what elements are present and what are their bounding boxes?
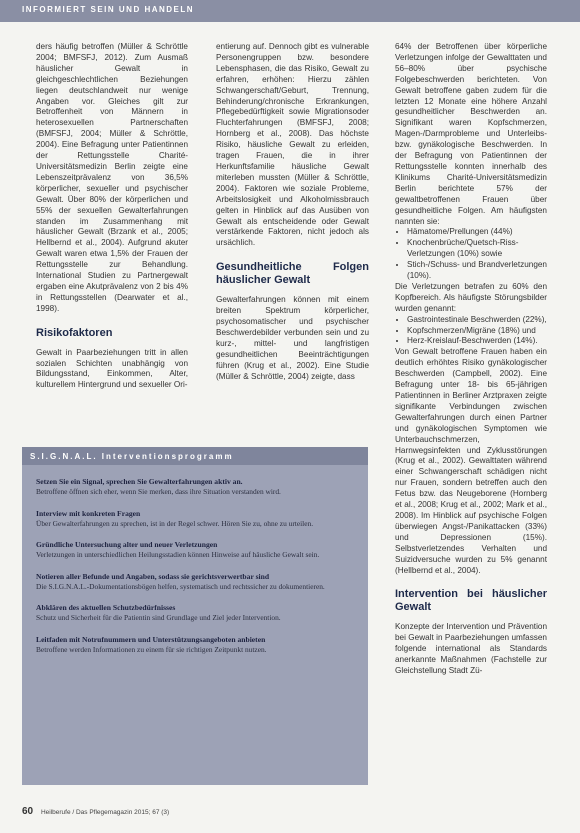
text-column-1 xyxy=(36,42,188,391)
signal-item-title: Interview mit konkreten Fragen xyxy=(36,508,141,518)
signal-items xyxy=(36,476,361,665)
signal-item-title: Abklären des aktuellen Schutzbedürfnisses xyxy=(36,603,176,612)
signal-item-desc: Schutz und Sicherheit für die Patientin sind Grundlage und Ziel jeder Intervention. xyxy=(36,613,281,622)
text-column-3 xyxy=(395,42,547,677)
list-item: • Hämatome/Prellungen (44%) xyxy=(407,227,547,238)
heading-health-consequences: Gesundheitliche Folgen häuslicher Gewalt xyxy=(216,261,369,287)
signal-item-desc: Betroffene werden Informationen zu einem für sie richtigen Zeitpunkt nutzen. xyxy=(36,644,267,654)
page-footer xyxy=(22,806,169,817)
signal-item xyxy=(36,508,361,530)
paragraph: Gewalt in Paarbeziehungen tritt in allen sozialen Schichten unabhängig von Bildungsstand, Einkommen, Alter, kulturellem Hintergrund und sexueller Ori- xyxy=(36,347,188,390)
list-item: • Kopfschmerzen/Migräne (18%) und xyxy=(407,326,547,337)
signal-item-title: Notieren aller Befunde und Angaben, sodass sie gerichtsverwertbar sind xyxy=(36,571,270,581)
signal-box-title-bar xyxy=(22,447,368,465)
paragraph: ders häufig betroffen (Müller & Schröttle 2004; BMFSFJ, 2012). Zum Ausmaß häuslicher Gewalt in gleichgeschlechtlichen Beziehungen liegen deutschlandweit nur wenige Angaben vor. Gleiches gilt zur Betroffenheit von Männern in heterosexuellen Partnerschaften (BMFSFJ, 2004; Müller & Schröttle, 2004). Eine Befragung unter Patientinnen der Rettungsstelle Charité-Universitätsmedizin Berlin zeigte eine Lebenszeitprävalenz von 36,5% körperlicher, sexueller und psychischer Gewalt. Über 80% der körperlichen und 55% der sexuellen Gewalterfahrungen standen im Zusammenhang mit häuslicher Gewalt (Brzank et al., 2005; Hellbernd et al., 2004). Aufgrund akuter Gewalt waren etwa 1,5% der Frauen der Rettungsstelle zur Behandlung. International Studien zu Partnergewalt ergaben eine Akutprävalenz von 2 bis 4% in Rettungsstellen (Dearwater et al., 1998). xyxy=(36,42,188,313)
page-number: 60 xyxy=(22,806,34,817)
signal-item xyxy=(36,634,361,656)
signal-item-title: Leitfaden mit Notrufnummern und Unterstützungsangeboten anbieten xyxy=(36,634,266,644)
signal-item-desc: Über Gewalterfahrungen zu sprechen, ist in der Regel schwer. Hören Sie zu, ohne zu urteilen. xyxy=(36,518,314,528)
list-item: • Gastrointestinale Beschwerden (22%), xyxy=(407,315,547,326)
footer-citation: Heilberufe / Das Pflegemagazin 2015; 67 (3) xyxy=(40,809,170,816)
section-header-bar xyxy=(0,0,580,22)
signal-item-desc: Betroffene öffnen sich eher, wenn Sie merken, dass ihre Situation verstanden wird. xyxy=(36,487,281,496)
signal-box-title: S.I.G.N.A.L. Interventionsprogramm xyxy=(30,452,234,461)
heading-risk-factors: Risikofaktoren xyxy=(36,326,113,339)
signal-item xyxy=(36,476,361,498)
paragraph: 64% der Betroffenen über körperliche Verletzungen infolge der Gewalttaten und 56–80% über psychische Folgebeschwerden berichteten. Von Gewalt betroffene gaben zudem für die letzten 12 Monate eine höhere Anzahl gesundheitlicher Beschwerden an. Signifikant waren Kopfschmerzen, Magen-/Darmprobleme und Unterleibs- bzw. gynäkologische Beschwerden. In der Befragung von Patientinnen der Rettungsstelle konnten innerhalb des Klinikums Charité-Universitätsmedizin Berlin berichtete 57% der gewaltbetroffenen Frauen über gesundheitliche Folgen. Am häufigsten nannten sie: xyxy=(395,42,547,226)
heading-intervention: Intervention bei häuslicher Gewalt xyxy=(395,588,547,614)
signal-item-desc: Verletzungen in unterschiedlichen Heilungsstadien können Hinweise auf häusliche Gewalt sein. xyxy=(36,550,320,559)
signal-item xyxy=(36,602,361,624)
signal-item-desc: Die S.I.G.N.A.L.-Dokumentationsbögen helfen, systematisch und rechtssicher zu dokumentieren. xyxy=(36,581,325,591)
paragraph: Gewalterfahrungen können mit einem breiten Spektrum körperlicher, psychosomatischer und psychischer Beschwerdebilder verbunden sein und zu kurz-, mittel- und langfristigen gesundheitlichen Beeinträchtigungen führen (Krug et al., 2002). Eine Studie (Müller & Schröttle, 2004) zeigte, dass xyxy=(216,295,369,381)
paragraph: Die Verletzungen betrafen zu 60% den Kopfbereich. Als häufigste Störungsbilder wurden genannt: xyxy=(395,281,547,313)
text-column-2 xyxy=(216,42,369,382)
signal-item-title: Setzen Sie ein Signal, sprechen Sie Gewalterfahrungen aktiv an. xyxy=(36,477,243,486)
signal-item xyxy=(36,571,361,593)
injury-list xyxy=(395,227,547,282)
list-item: • Herz-Kreislauf-Beschwerden (14%). xyxy=(407,336,547,347)
paragraph: Von Gewalt betroffene Frauen haben ein deutlich erhöhtes Risiko gynäkologischer Beschwerden (Campbell, 2002). Eine Befragung unter 18- bis 65-jährigen Patientinnen in Berliner Arztpraxen zeigte signifikante Verbindungen zwischen Gewalterfahrungen durch einen Partner und gynäkologischen Symptomen wie Unterbauchschmerzen, Harnwegsinfekten und Zyklusstörungen (Krug et al., 2002). Gewalttaten während einer Schwangerschaft schädigen nicht nur Frauen, sondern betreffen auch den Fetus bzw. das Neugeborene (Hornberg et al., 2008; Krug et al., 2002; Mark et al., 2008). Im Hinblick auf psychische Folgen überwiegen Angst-/Panikattacken (33%) und Depressionen (15%). Selbstverletzendes Verhalten und Suizidversuche wurden zu 5% genannt (Hellbernd et al., 2004). xyxy=(395,347,547,575)
section-header-title: INFORMIERT SEIN UND HANDELN xyxy=(22,5,195,14)
disorder-list xyxy=(395,315,547,348)
signal-item-title: Gründliche Untersuchung alter und neuer Verletzungen xyxy=(36,540,218,549)
list-item: • Knochenbrüche/Quetsch-Riss-Verletzungen (10%) sowie xyxy=(407,238,547,260)
signal-item xyxy=(36,539,361,561)
paragraph: Konzepte der Intervention und Prävention bei Gewalt in Paarbeziehungen umfassen folgende international als Standards anerkannte Maßnahmen (Fachstelle zur Gleichstellung Stadt Zü- xyxy=(395,622,547,676)
paragraph: entierung auf. Dennoch gibt es vulnerable Personengruppen bzw. besondere Lebensphasen, die das Risiko, Gewalt zu erfahren, erhöhen: Hierzu zählen Schwangerschaft/Geburt, Trennung, Behinderung/chronische Erkrankungen, Pflegebedürftigkeit sowie Migrationsoder Fluchterfahrungen (BMFSFJ, 2008; Hornberg et al., 2008). Das höchste Risiko, häusliche Gewalt zu erleiden, tragen Frauen, die in ihrer Herkunftsfamilie häusliche Gewalt miterleben mussten (Müller & Schröttle, 2004). Faktoren wie soziale Probleme, Arbeitslosigkeit und Alkoholmissbrauch gelten in Hinblick auf das Ausüben von Gewalt als entscheidende oder Gewalt verstärkende Faktoren, nicht jedoch als ursächlich. xyxy=(216,42,369,248)
list-item: • Stich-/Schuss- und Brandverletzungen (10%). xyxy=(407,260,547,282)
